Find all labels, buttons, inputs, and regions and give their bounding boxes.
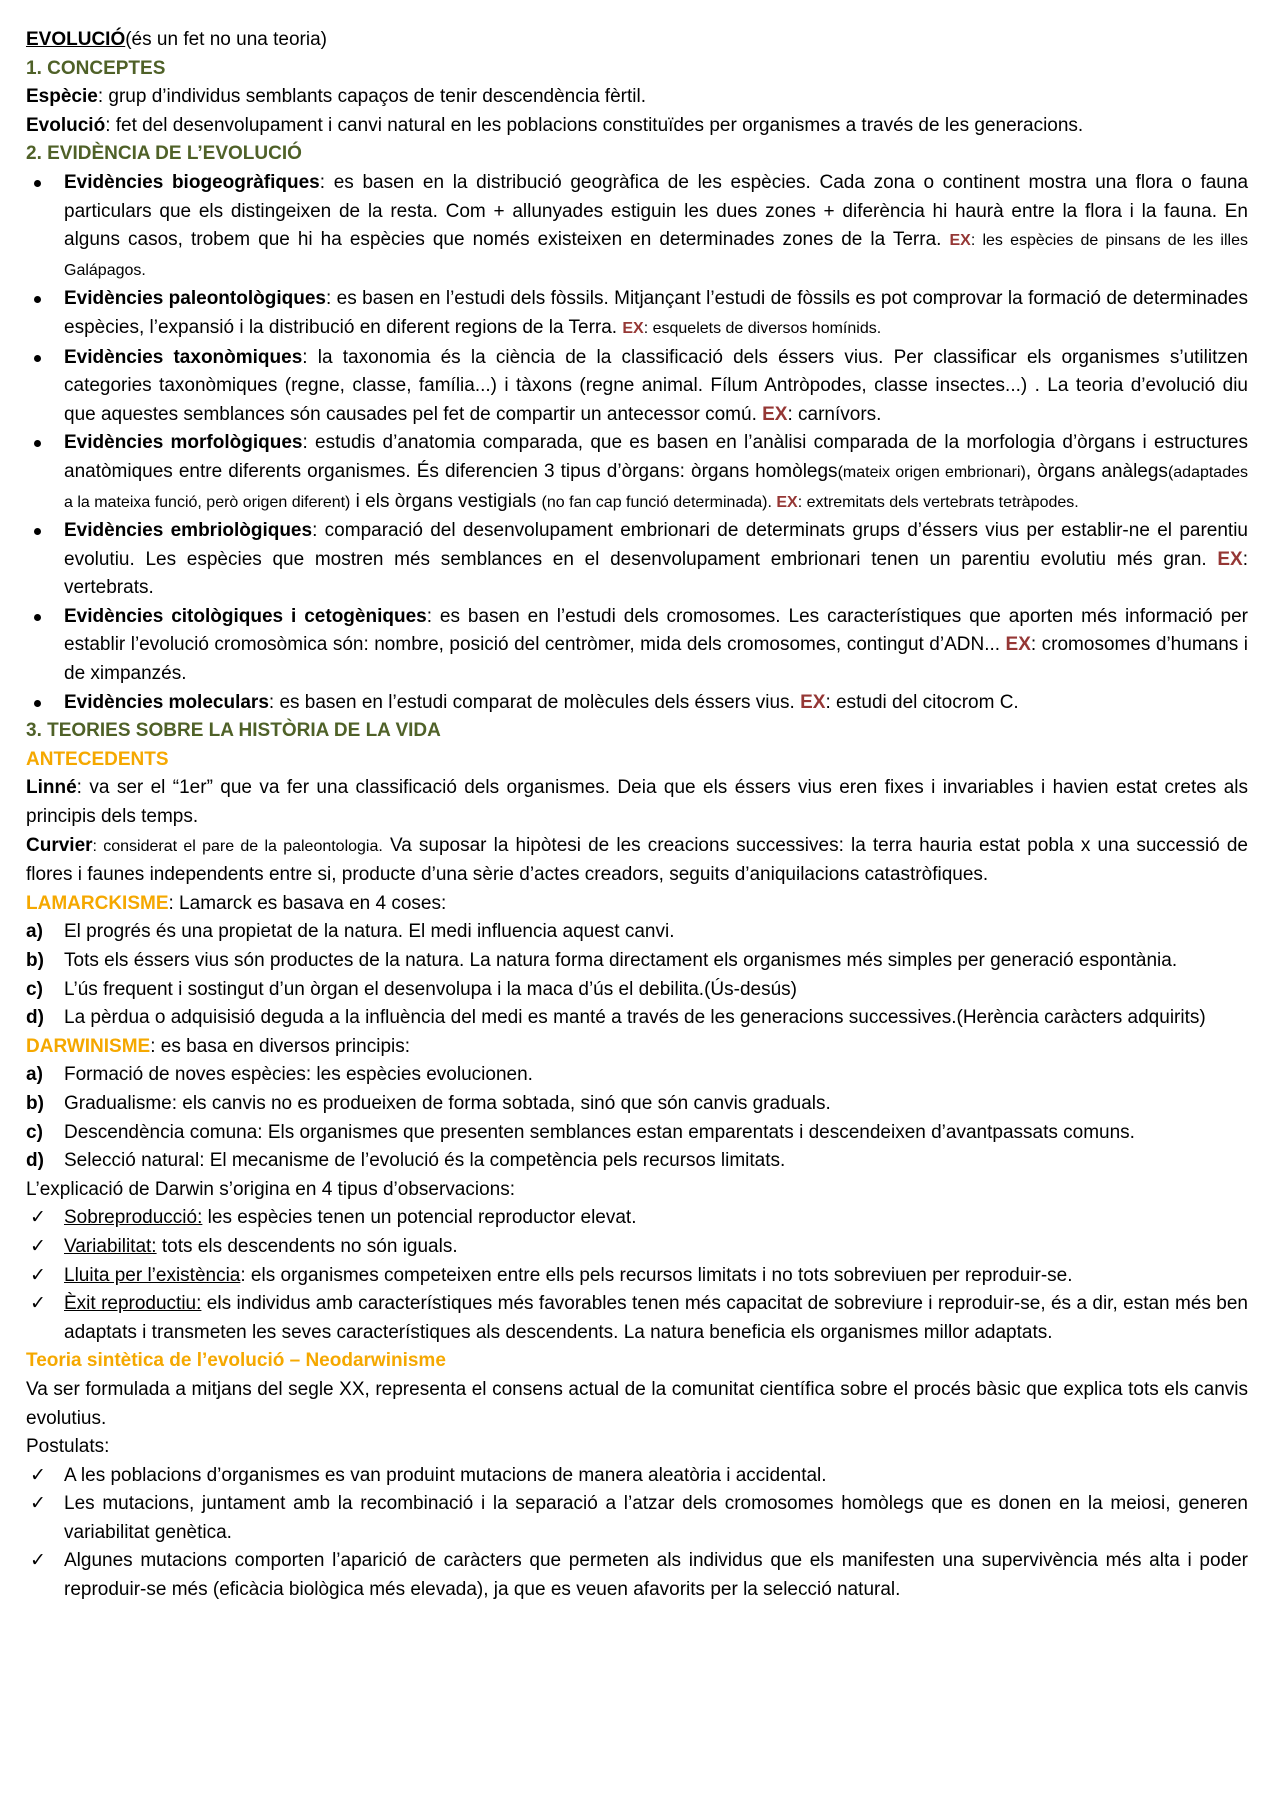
theories-heading: 3. TEORIES SOBRE LA HISTÒRIA DE LA VIDA (26, 720, 441, 742)
linne-paragraph: Linné: va ser el “1er” que va fer una classificació dels organismes. Deia que els éssers vius eren fixes i invariables i havien estat cretes als principis dels temps. (26, 777, 1248, 828)
concept-definition: Espècie: grup d’individus semblants capaços de tenir descendència fèrtil. (26, 86, 646, 108)
evidence-item: Evidències citològiques i cetogèniques: es basen en l’estudi dels cromosomes. Les característiques que aporten més informació per establir l’evolució cromosòmica són: nombre, posició del centròmer, mida dels cromosomes, contingut d’ADN... EX: cromosomes d’humans i de ximpanzés. (26, 603, 1248, 689)
checkmark-icon: ✓ (30, 1207, 46, 1229)
observation-item: ✓ Èxit reproductiu: els individus amb característiques més favorables tenen més capacitat de sobreviure i reproduir-se, és a dir, estan més ben adaptats i transmeten les seves característiques als descendents. La natura beneficia els organismes millor adaptats. (26, 1290, 1248, 1347)
lamarckisme-intro: LAMARCKISME: Lamarck es basava en 4 coses: (26, 892, 447, 914)
bullet-icon (26, 603, 64, 631)
postulats-label: Postulats: (26, 1436, 110, 1458)
bullet-icon (26, 169, 64, 197)
document-title (26, 26, 1248, 55)
ex-label: EX (1005, 634, 1031, 656)
darwinisme-item: c) Descendència comuna: Els organismes que presenten semblances estan emparentats i descendeixen d’avantpassats comuns. (26, 1121, 1135, 1143)
lamarckisme-item: a) El progrés és una propietat de la natura. El medi influencia aquest canvi. (26, 921, 675, 943)
concepts-heading: 1. CONCEPTES (26, 57, 166, 79)
lamarckisme-item: d) La pèrdua o adquisisió deguda a la influència del medi es manté a través de les generacions successives.(Herència caràcters adquirits) (26, 1007, 1206, 1029)
evidence-heading: 2. EVIDÈNCIA DE L’EVOLUCIÓ (26, 143, 302, 165)
observation-item: ✓ Lluita per l’existència: els organismes competeixen entre ells pels recursos limitats i no tots sobreviuen per reproduir-se. (26, 1262, 1248, 1291)
ex-label: EX (762, 403, 788, 425)
postulat-item: ✓ Algunes mutacions comporten l’aparició de caràcters que permeten als individus que els manifesten una supervivència més alta i poder reproduir-se més (eficàcia biològica més elevada), ja que es veuen afavorits per la selecció natural. (26, 1547, 1248, 1604)
title-note: (és un fet no una teoria) (125, 29, 327, 50)
ex-label: EX (800, 691, 826, 713)
darwinisme-item: b) Gradualisme: els canvis no es produeixen de forma sobtada, sinó que són canvis graduals. (26, 1092, 831, 1114)
ex-label: EX (776, 493, 798, 511)
observations-intro: L’explicació de Darwin s’origina en 4 tipus d’observacions: (26, 1178, 515, 1200)
checkmark-icon: ✓ (30, 1464, 46, 1486)
neodarwinisme-intro: Va ser formulada a mitjans del segle XX, representa el consens actual de la comunitat científica sobre el procés bàsic que explica tots els canvis evolutius. (26, 1378, 1248, 1429)
bullet-icon (26, 429, 64, 457)
checkmark-icon: ✓ (30, 1293, 46, 1315)
postulat-item: ✓ Les mutacions, juntament amb la recombinació i la separació a l’atzar dels cromosomes homòlegs que es donen en la meiosi, generen variabilitat genètica. (26, 1490, 1248, 1547)
ex-label: EX (949, 232, 971, 250)
observation-item: ✓ Variabilitat: tots els descendents no són iguals. (26, 1233, 1248, 1262)
bullet-icon (26, 344, 64, 372)
darwinisme-item: a) Formació de noves espècies: les espècies evolucionen. (26, 1064, 533, 1086)
darwinisme-intro: DARWINISME: es basa en diversos principis: (26, 1035, 411, 1057)
evidence-item: Evidències moleculars: es basen en l’estudi comparat de molècules dels éssers vius. EX: estudi del citocrom C. (26, 689, 1248, 718)
ex-label: EX (1217, 548, 1243, 570)
checkmark-icon: ✓ (30, 1550, 46, 1572)
darwinisme-item: d) Selecció natural: El mecanisme de l’evolució és la competència pels recursos limitats. (26, 1150, 786, 1172)
observation-item: ✓ Sobreproducció: les espècies tenen un potencial reproductor elevat. (26, 1204, 1248, 1233)
evidence-item: Evidències paleontològiques: es basen en l’estudi dels fòssils. Mitjançant l’estudi de fòssils es pot comprovar la formació de determinades espècies, l’expansió i la distribució en diferent regions de la Terra. EX: esquelets de diversos homínids. (26, 285, 1248, 343)
neodarwinisme-heading: Teoria sintètica de l’evolució – Neodarwinisme (26, 1350, 446, 1372)
bullet-icon (26, 689, 64, 717)
evidence-item: Evidències biogeogràfiques: es basen en la distribució geogràfica de les espècies. Cada zona o continent mostra una flora o fauna particulars que els distingeixen de la resta. Com + allunyades estiguin les dues zones + diferència hi haurà entre la flora i la fauna. En alguns casos, trobem que hi ha espècies que només existeixen en determinades zones de la Terra. EX: les espècies de pinsans de les illes Galápagos. (26, 169, 1248, 285)
bullet-icon (26, 285, 64, 313)
evidence-item: Evidències taxonòmiques: la taxonomia és la ciència de la classificació dels éssers vius. Per classificar els organismes s’utilitzen categories taxonòmiques (regne, classe, família...) i tàxons (regne animal. Fílum Antròpodes, classe insectes...) . La teoria d’evolució diu que aquestes semblances són causades pel fet de compartir un antecessor comú. EX: carnívors. (26, 344, 1248, 430)
checkmark-icon: ✓ (30, 1493, 46, 1515)
evidence-item: Evidències embriològiques: comparació del desenvolupament embrionari de determinats grups d’éssers vius per establir-ne el parentiu evolutiu. Les espècies que mostren més semblances en el desenvolupament embrionari tenen un parentiu evolutiu més gran. EX: vertebrats. (26, 517, 1248, 603)
checkmark-icon: ✓ (30, 1264, 46, 1286)
curvier-paragraph: Curvier: considerat el pare de la paleontologia. Va suposar la hipòtesi de les creacions successives: la terra hauria estat pobla x una successió de flores i faunes independents entre si, producte d’una sèrie d’actes creadors, seguits d’aniquilacions catastròfiques. (26, 834, 1248, 886)
antecedents-heading: ANTECEDENTS (26, 748, 169, 770)
bullet-icon (26, 517, 64, 545)
checkmark-icon: ✓ (30, 1235, 46, 1257)
postulat-item: ✓ A les poblacions d’organismes es van produint mutacions de manera aleatòria i accidental. (26, 1462, 1248, 1491)
concept-definition: Evolució: fet del desenvolupament i canvi natural en les poblacions constituïdes per organismes a través de les generacions. (26, 114, 1084, 136)
document-page (26, 26, 1248, 1605)
title-main: EVOLUCIÓ (26, 29, 126, 50)
ex-label: EX (622, 319, 644, 337)
lamarckisme-item: b) Tots els éssers vius són productes de la natura. La natura forma directament els organismes més simples per generació espontània. (26, 950, 1178, 971)
lamarckisme-item: c) L’ús frequent i sostingut d’un òrgan el desenvolupa i la maca d’ús el debilita.(Ús-desús) (26, 978, 797, 1000)
evidence-item: Evidències morfològiques: estudis d’anatomia comparada, que es basen en l’anàlisi comparada de la morfologia d’òrgans i estructures anatòmiques entre diferents organismes. És diferencien 3 tipus d’òrgans: òrgans homòlegs(mateix origen embrionari), òrgans anàlegs(adaptades a la mateixa funció, però origen diferent) i els òrgans vestigials (no fan cap funció determinada). EX: extremitats dels vertebrats tetràpodes. (26, 429, 1248, 517)
